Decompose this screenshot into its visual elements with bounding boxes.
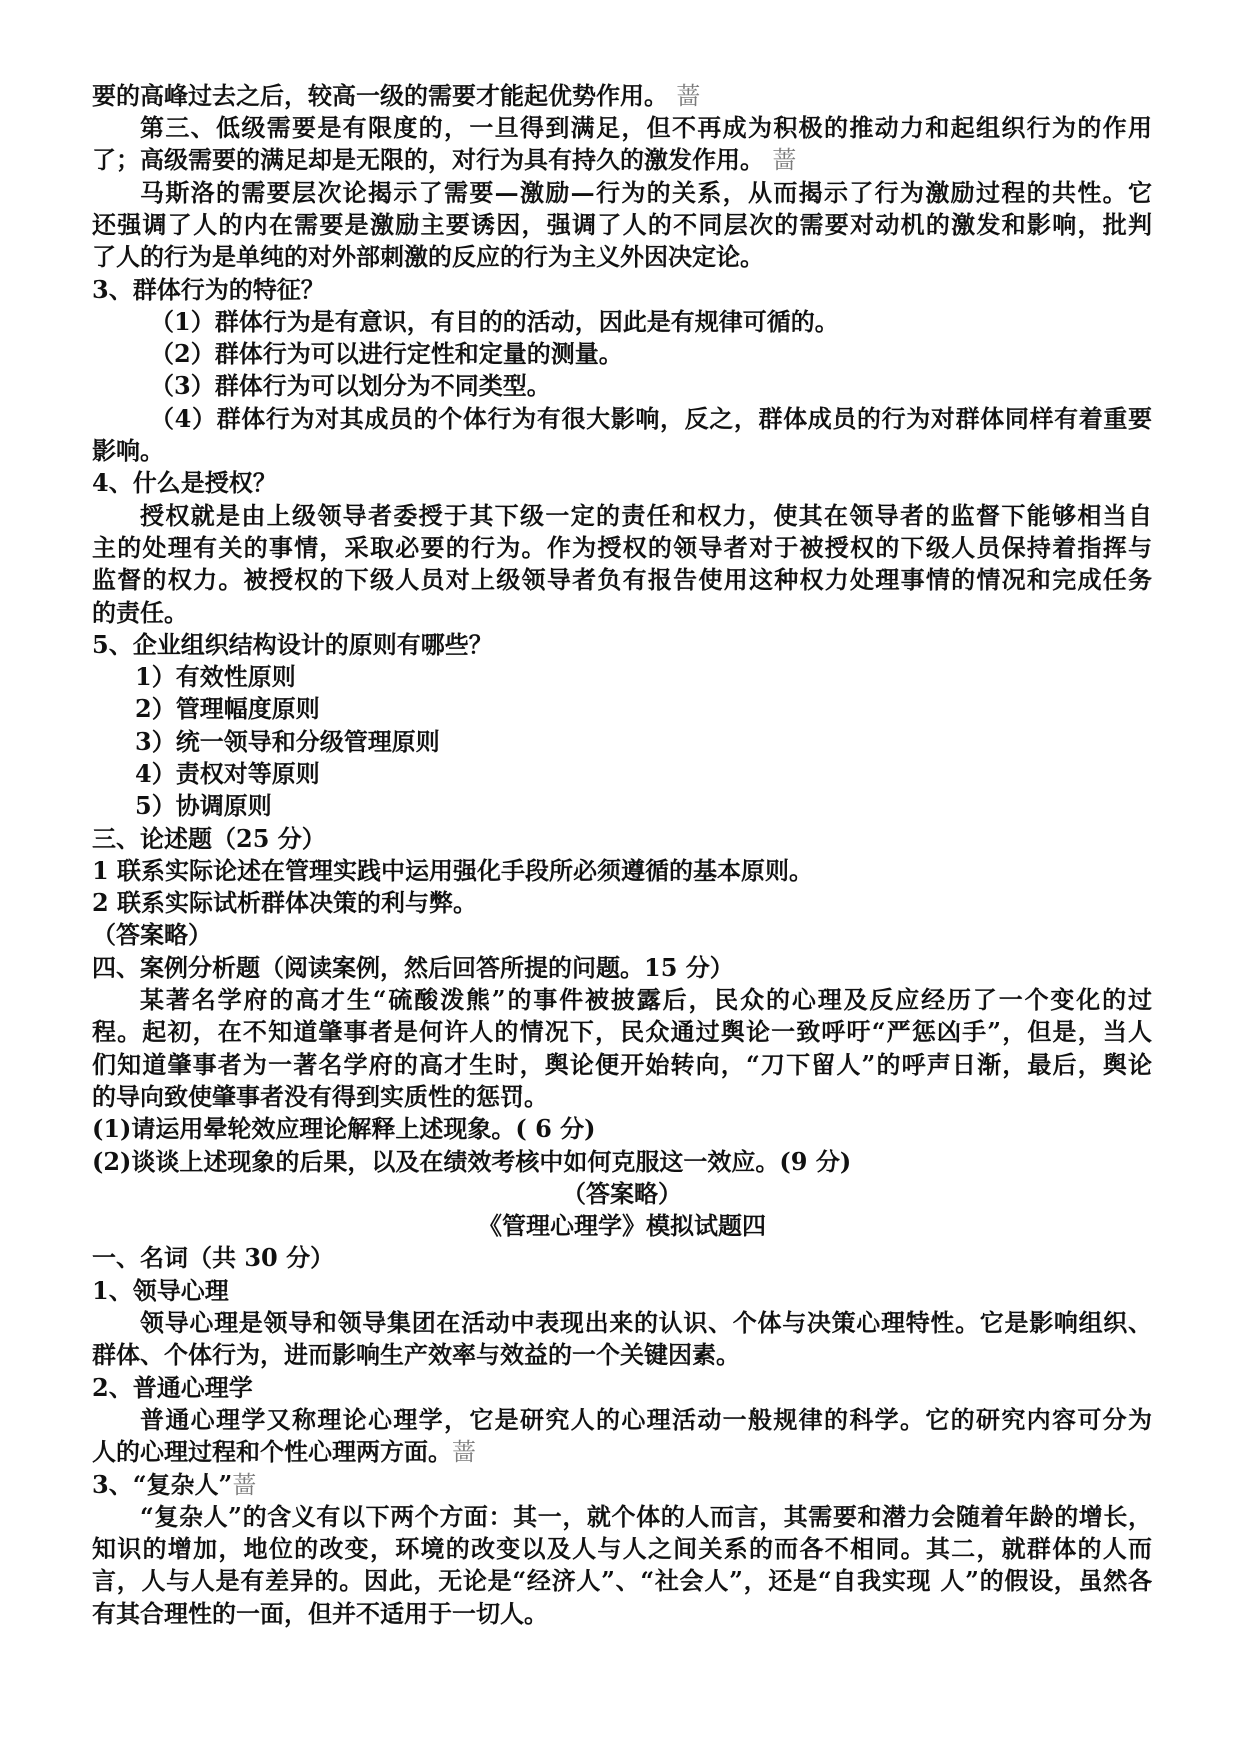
text-line: 马斯洛的需要层次论揭示了需要—激励—行为的关系，从而揭示了行为激励过程的共性。它: [140, 178, 1152, 207]
text-line: 普通心理学又称理论心理学，它是研究人的心理活动一般规律的科学。它的研究内容可分为: [140, 1405, 1152, 1434]
watermark-glyph: 蔷: [676, 82, 701, 110]
text-line: 了；高级需要的满足却是无限的，对行为具有持久的激发作用。 蔷: [92, 145, 797, 174]
text-line: 群体、个体行为，进而影响生产效率与效益的一个关键因素。: [92, 1340, 740, 1369]
text-line: 领导心理是领导和领导集团在活动中表现出来的认识、个体与决策心理特性。它是影响组织、: [140, 1308, 1152, 1337]
text-line: 程。起初，在不知道肇事者是何许人的情况下，民众通过舆论一致呼吁“严惩凶手”，但是，当人: [92, 1017, 1152, 1046]
question-heading: 2、普通心理学: [92, 1373, 253, 1402]
text-line: 第三、低级需要是有限度的，一旦得到满足，但不再成为积极的推动力和起组织行为的作用: [140, 113, 1152, 142]
text-line: 要的高峰过去之后，较高一级的需要才能起优势作用。 蔷: [92, 81, 701, 110]
list-item: 1）有效性原则: [135, 662, 296, 691]
text-line: 的责任。: [92, 598, 188, 627]
text-line: 授权就是由上级领导者委授于其下级一定的责任和权力，使其在领导者的监督下能够相当自: [140, 501, 1152, 530]
text-line: 还强调了人的内在需要是激励主要诱因，强调了人的不同层次的需要对动机的激发和影响，批判: [92, 210, 1152, 239]
question-heading: 1、领导心理: [92, 1276, 229, 1305]
list-item: 5）协调原则: [135, 791, 272, 820]
text-line: (2)谈谈上述现象的后果，以及在绩效考核中如何克服这一效应。(9 分): [92, 1147, 852, 1176]
watermark-glyph: 蔷: [452, 1438, 476, 1466]
list-item: 2）管理幅度原则: [135, 694, 320, 723]
text-line: 了人的行为是单纯的对外部刺激的反应的行为主义外因决定论。: [92, 242, 764, 271]
list-item: （3）群体行为可以划分为不同类型。: [150, 371, 551, 400]
text-line: 某著名学府的高才生“硫酸泼熊”的事件被披露后，民众的心理及反应经历了一个变化的过: [140, 985, 1152, 1014]
text-line: 1 联系实际论述在管理实践中运用强化手段所必须遵循的基本原则。: [92, 856, 814, 885]
text-line: 主的处理有关的事情，采取必要的行为。作为授权的领导者对于被授权的下级人员保持着指挥与: [92, 533, 1152, 562]
section-heading: 四、案例分析题（阅读案例，然后回答所提的问题。15 分）: [92, 953, 734, 982]
question-heading: 3、群体行为的特征？: [92, 275, 325, 304]
section-heading: 一、名词（共 30 分）: [92, 1243, 335, 1272]
list-item: （1）群体行为是有意识，有目的的活动，因此是有规律可循的。: [150, 307, 839, 336]
question-heading: 3、“复杂人”蔷: [92, 1470, 257, 1499]
list-item: 3）统一领导和分级管理原则: [135, 727, 440, 756]
watermark-glyph: 蔷: [232, 1471, 257, 1499]
text-line: (1)请运用晕轮效应理论解释上述现象。( 6 分): [92, 1114, 596, 1143]
question-heading: 5、企业组织结构设计的原则有哪些？: [92, 630, 493, 659]
list-item: （2）群体行为可以进行定性和定量的测量。: [150, 339, 623, 368]
question-heading: 4、什么是授权？: [92, 468, 277, 497]
text-line: 言，人与人是有差异的。因此，无论是“经济人”、“社会人”，还是“自我实现 人”的假设，虽然各: [92, 1566, 1152, 1595]
text-line: 的导向致使肇事者没有得到实质性的惩罚。: [92, 1082, 548, 1111]
text-line: 有其合理性的一面，但并不适用于一切人。: [92, 1599, 548, 1628]
text-line: “复杂人”的含义有以下两个方面：其一，就个体的人而言，其需要和潜力会随着年龄的增长，: [140, 1502, 1152, 1531]
text-line: 知识的增加，地位的改变，环境的改变以及人与人之间关系的而各不相同。其二，就群体的人而: [92, 1534, 1152, 1563]
list-item: 4）责权对等原则: [135, 759, 320, 788]
list-item: （4）群体行为对其成员的个体行为有很大影响，反之，群体成员的行为对群体同样有着重要: [150, 404, 1152, 433]
exam-title: 《管理心理学》模拟试题四: [478, 1211, 766, 1240]
section-heading: 三、论述题（25 分）: [92, 824, 326, 853]
text-line: 们知道肇事者为一著名学府的高才生时，舆论便开始转向，“刀下留人”的呼声日渐，最后，舆论: [92, 1050, 1152, 1079]
text-line: 2 联系实际试析群体决策的利与弊。: [92, 888, 478, 917]
text-line: 人的心理过程和个性心理两方面。蔷: [92, 1437, 476, 1466]
text-line: 监督的权力。被授权的下级人员对上级领导者负有报告使用这种权力处理事情的情况和完成任务: [92, 565, 1152, 594]
answer-omitted: （答案略）: [562, 1179, 682, 1208]
watermark-glyph: 蔷: [772, 146, 797, 174]
answer-omitted: （答案略）: [92, 920, 212, 949]
text-line: 影响。: [92, 436, 164, 465]
